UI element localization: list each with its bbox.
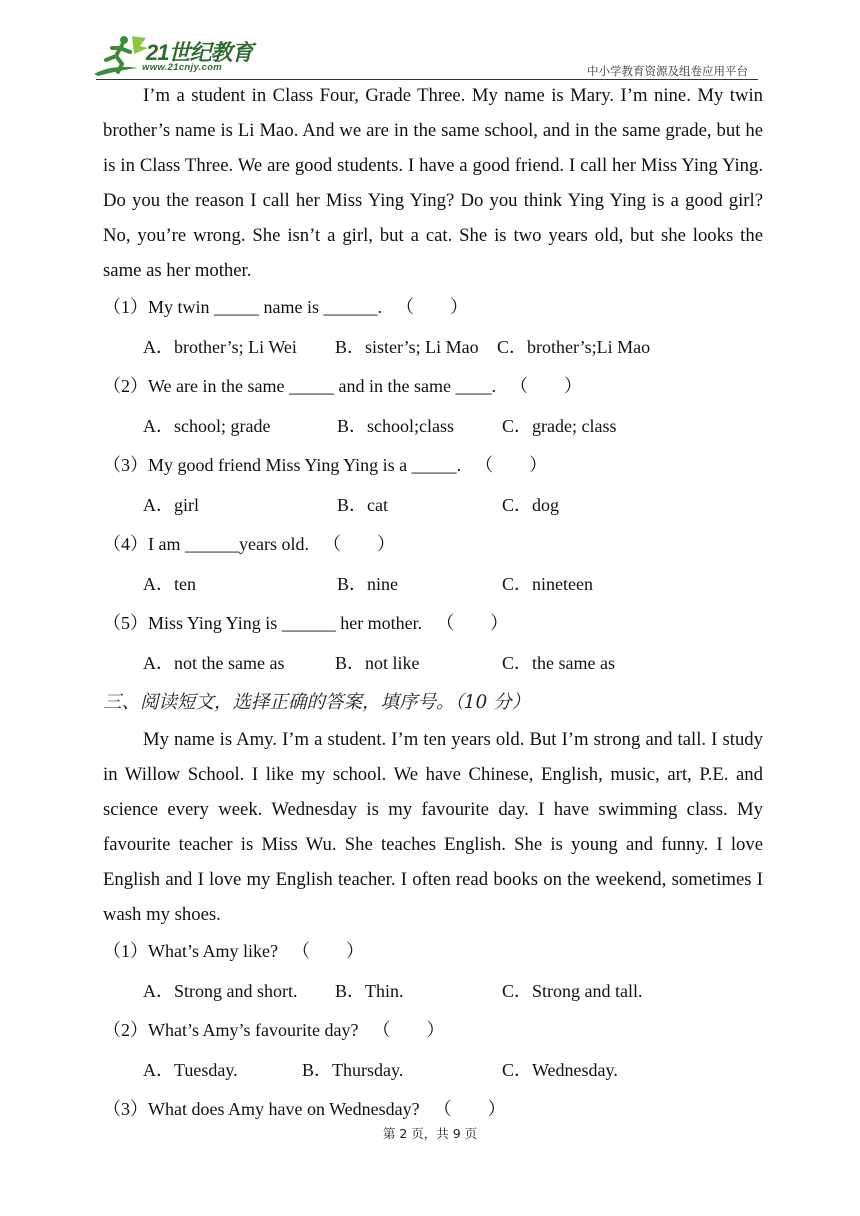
- options: [103, 486, 763, 526]
- options: [103, 1051, 763, 1091]
- question-1-5: [103, 604, 763, 683]
- page-header: [0, 0, 860, 84]
- answer-bracket: （ ）: [433, 1099, 506, 1119]
- option-a: A．Tuesday.: [143, 1059, 238, 1080]
- question-2-1: [103, 932, 763, 1011]
- page-number: 第 2 页，共 9 页: [382, 1126, 478, 1141]
- option-a: A．girl: [143, 494, 199, 515]
- option-c: C．Strong and tall.: [502, 980, 643, 1001]
- option-c: C．Wednesday.: [502, 1059, 618, 1080]
- logo-url: www.21cnjy.com: [142, 62, 223, 73]
- option-c: C．brother’s;Li Mao: [497, 336, 651, 357]
- option-b: B．not like: [335, 652, 420, 673]
- logo-text: 21世纪教育: [146, 40, 253, 65]
- option-a: A．Strong and short.: [143, 980, 298, 1001]
- option-a: A．brother’s; Li Wei: [143, 336, 297, 357]
- question-text: （2）We are in the same _____ and in the same ____.: [103, 376, 496, 396]
- question-1-2: [103, 367, 763, 446]
- question-2-2: [103, 1011, 763, 1090]
- answer-bracket: （ ）: [322, 534, 395, 554]
- question-text: （1）What’s Amy like?: [103, 941, 278, 961]
- option-b: B．cat: [337, 494, 388, 515]
- answer-bracket: （ ）: [396, 297, 468, 317]
- answer-bracket: （ ）: [372, 1020, 445, 1040]
- option-b: B．nine: [337, 573, 398, 594]
- option-c: C．the same as: [502, 652, 615, 673]
- option-b: B．sister’s; Li Mao: [335, 336, 479, 357]
- answer-bracket: （ ）: [475, 455, 548, 475]
- option-b: B．school;class: [337, 415, 454, 436]
- question-1-4: [103, 525, 763, 604]
- options: [103, 328, 763, 368]
- options: [103, 644, 763, 684]
- section-3-title: 三、阅读短文，选择正确的答案，填序号。（10 分）: [103, 692, 531, 713]
- option-a: A．school; grade: [143, 415, 271, 436]
- options: [103, 972, 763, 1012]
- question-text: （1）My twin _____ name is ______.: [103, 297, 382, 317]
- question-text: （5）Miss Ying Ying is ______ her mother.: [103, 613, 423, 633]
- logo: [92, 34, 262, 78]
- answer-bracket: （ ）: [291, 941, 364, 961]
- question-1-3: [103, 446, 763, 525]
- options: [103, 565, 763, 605]
- option-a: A．ten: [143, 573, 196, 594]
- question-text: （3）What does Amy have on Wednesday?: [103, 1099, 420, 1119]
- option-c: C．grade; class: [502, 415, 617, 436]
- answer-bracket: （ ）: [509, 376, 582, 396]
- reading-passage-2: My name is Amy. I’m a student. I’m ten years old. But I’m strong and tall. I study in Willow School. I like my school. We have Chinese, English, music, art, P.E. and science every week. Wednesday is my favourite day. I have swimming class. My favourite teacher is Miss Wu. She teaches English. She is young and funny. I love English and I love my English teacher. I often read books on the weekend, sometimes I wash my shoes.: [103, 729, 763, 925]
- option-a: A．not the same as: [143, 652, 285, 673]
- option-c: C．dog: [502, 494, 560, 515]
- options: [103, 407, 763, 447]
- page-content: [103, 78, 763, 1130]
- option-b: B．Thin.: [335, 980, 404, 1001]
- platform-name: 中小学教育资源及组卷应用平台: [587, 64, 748, 78]
- question-1-1: [103, 288, 763, 367]
- option-c: C．nineteen: [502, 573, 593, 594]
- question-text: （4）I am ______years old.: [103, 534, 309, 554]
- option-b: B．Thursday.: [302, 1059, 404, 1080]
- question-text: （2）What’s Amy’s favourite day?: [103, 1020, 359, 1040]
- reading-passage-1: I’m a student in Class Four, Grade Three. My name is Mary. I’m nine. My twin brother’s name is Li Mao. And we are in the same school, and in the same grade, but he is in Class Three. We are good students. I have a good friend. I call her Miss Ying Ying. Do you the reason I call her Miss Ying Ying? Do you think Ying Ying is a good girl? No, you’re wrong. She isn’t a girl, but a cat. She is two years old, but she looks the same as her mother.: [103, 85, 763, 281]
- question-text: （3）My good friend Miss Ying Ying is a _____.: [103, 455, 462, 475]
- answer-bracket: （ ）: [436, 613, 509, 633]
